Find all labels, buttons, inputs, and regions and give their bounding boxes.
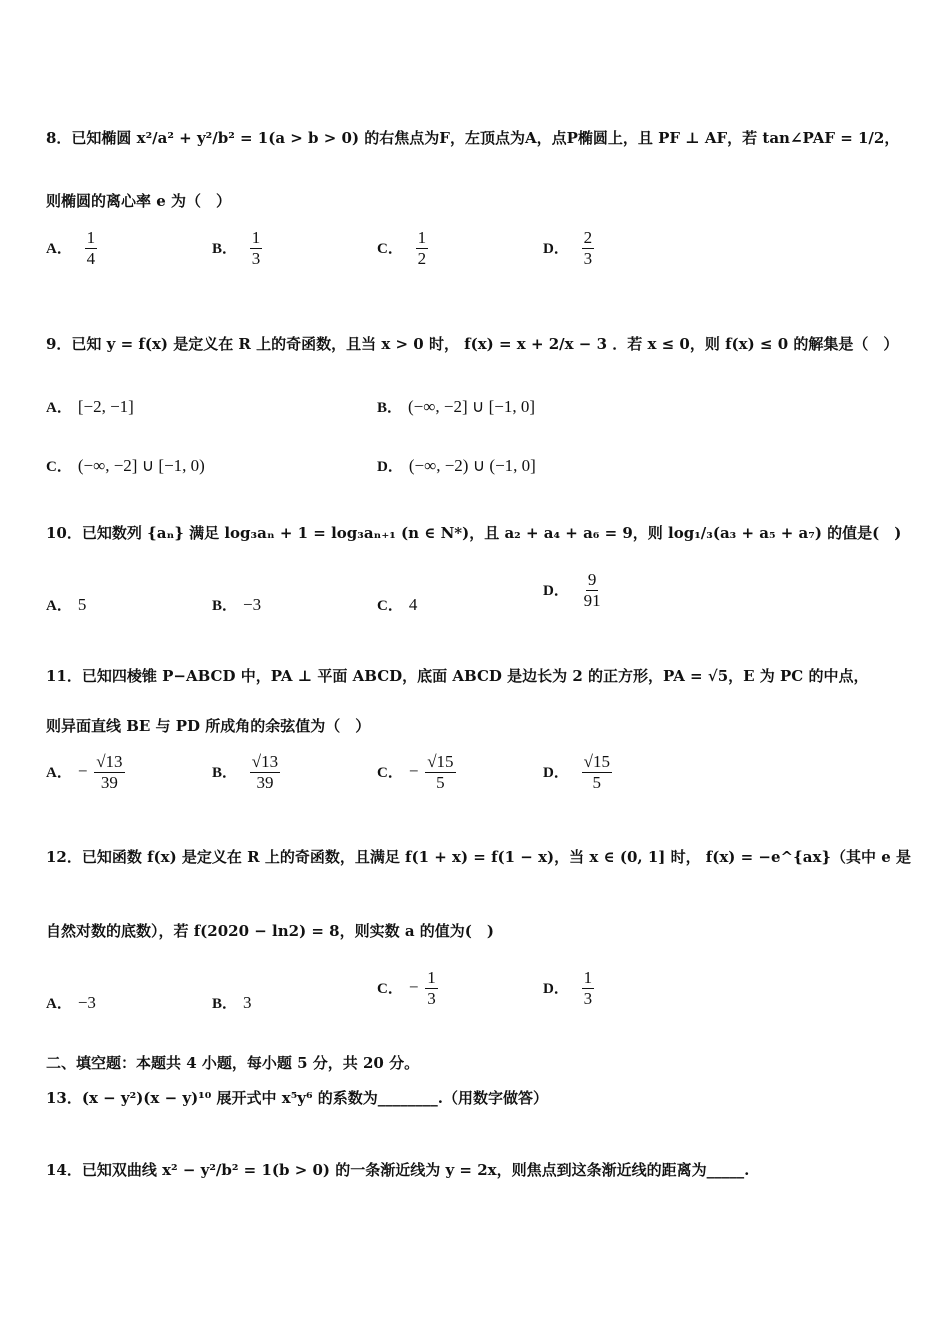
q11-option-a[interactable]: A． − $\frac{√13}{39}$: [46, 752, 123, 792]
q9-option-b[interactable]: B． (−∞, −2] ∪ [−1, 0]: [377, 397, 535, 416]
section-heading: 二、填空题：本题共 4 小题，每小题 5 分，共 20 分。: [46, 1054, 420, 1072]
q10-option-d[interactable]: D． $\frac{9}{91}$: [543, 570, 601, 610]
q9-option-c[interactable]: C． (−∞, −2] ∪ [−1, 0): [46, 456, 205, 475]
q12-option-a[interactable]: A． −3: [46, 993, 96, 1012]
q12-option-b[interactable]: B． 3: [212, 993, 252, 1012]
q8-option-d[interactable]: D． $\frac{2}{3}$: [543, 228, 593, 268]
question-12-line-2: 自然对数的底数），若 f(2020 − ln2) = 8，则实数 a 的值为( ): [46, 922, 494, 940]
q12-option-d[interactable]: D． $\frac{1}{3}$: [543, 968, 593, 1008]
q8-option-b[interactable]: B． $\frac{1}{3}$: [212, 228, 261, 268]
q9-option-a[interactable]: A． [−2, −1]: [46, 397, 134, 416]
question-13: 13．(x − y²)(x − y)¹⁰ 展开式中 x⁵y⁶ 的系数为________.（用数字做答）: [46, 1089, 549, 1107]
q9-option-d[interactable]: D． (−∞, −2) ∪ (−1, 0]: [377, 456, 536, 475]
q11-option-d[interactable]: D． $\frac{√15}{5}$: [543, 752, 610, 792]
question-8-line-1: 8．已知椭圆 x²/a² + y²/b² = 1(a > b > 0) 的右焦点为F，左顶点为A，点P椭圆上，且 PF ⊥ AF，若 tan∠PAF = 1/2，: [46, 129, 900, 147]
q8-option-c[interactable]: C． $\frac{1}{2}$: [377, 228, 427, 268]
q10-option-c[interactable]: C． 4: [377, 595, 418, 614]
q8-option-a[interactable]: A． $\frac{1}{4}$: [46, 228, 96, 268]
question-14: 14．已知双曲线 x² − y²/b² = 1(b > 0) 的一条渐近线为 y = 2x，则焦点到这条渐近线的距离为_____.: [46, 1161, 750, 1179]
q11-option-c[interactable]: C． − $\frac{√15}{5}$: [377, 752, 454, 792]
question-11-line-2: 则异面直线 BE 与 PD 所成角的余弦值为（ ）: [46, 717, 371, 735]
question-12-line-1: 12．已知函数 f(x) 是定义在 R 上的奇函数，且满足 f(1 + x) = f(1 − x)，当 x ∈ (0, 1] 时， f(x) = −e^{ax}（其中 e 是: [46, 848, 912, 866]
question-11-line-1: 11．已知四棱锥 P−ABCD 中，PA ⊥ 平面 ABCD，底面 ABCD 是边长为 2 的正方形，PA = √5，E 为 PC 的中点，: [46, 667, 869, 685]
question-8-line-2: 则椭圆的离心率 e 为（ ）: [46, 192, 231, 210]
question-10-line-1: 10．已知数列 {aₙ} 满足 log₃aₙ + 1 = log₃aₙ₊₁ (n ∈ N*)，且 a₂ + a₄ + a₆ = 9，则 log₁/₃(a₃ + a₅ + a₇) 的值是( ): [46, 524, 902, 542]
question-9-line-1: 9．已知 y = f(x) 是定义在 R 上的奇函数，且当 x > 0 时， f(x) = x + 2/x − 3 ．若 x ≤ 0，则 f(x) ≤ 0 的解集是（ ）: [46, 335, 899, 353]
q10-option-b[interactable]: B． −3: [212, 595, 262, 614]
q10-option-a[interactable]: A． 5: [46, 595, 87, 614]
q11-option-b[interactable]: B． $\frac{√13}{39}$: [212, 752, 279, 792]
q12-option-c[interactable]: C． − $\frac{1}{3}$: [377, 968, 436, 1008]
